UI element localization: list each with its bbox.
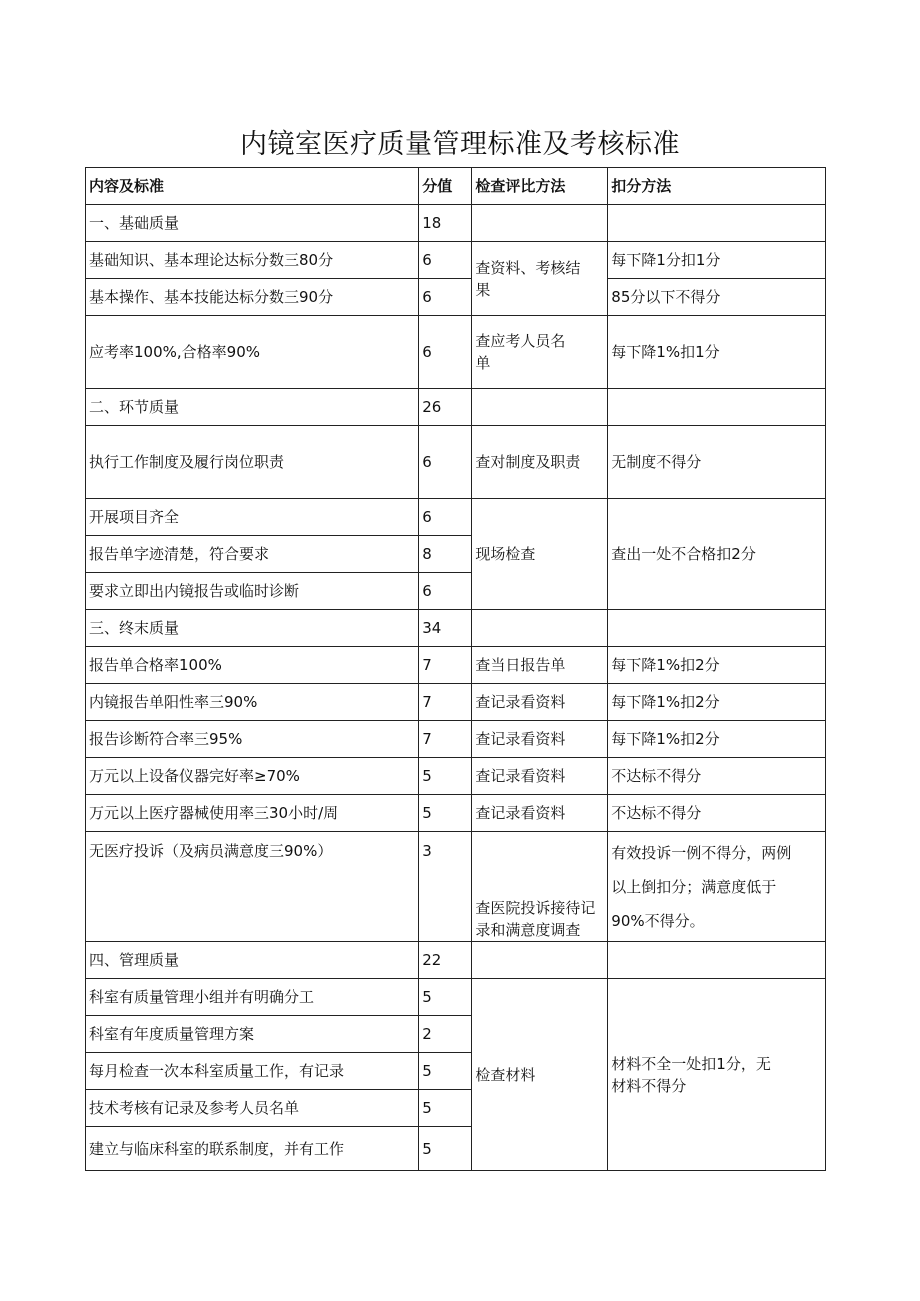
row-deduct: 每下降1%扣2分 bbox=[608, 684, 826, 721]
row-deduct: 不达标不得分 bbox=[608, 758, 826, 795]
method-line: 查医院投诉接待记 bbox=[475, 899, 596, 917]
section-title: 一、基础质量 bbox=[86, 205, 419, 242]
row-content: 万元以上设备仪器完好率≥70% bbox=[86, 758, 419, 795]
row-deduct: 每下降1%扣2分 bbox=[608, 721, 826, 758]
row-deduct: 查出一处不合格扣2分 bbox=[608, 499, 826, 610]
empty-cell bbox=[608, 205, 826, 242]
section-title: 四、管理质量 bbox=[86, 942, 419, 979]
table-row bbox=[86, 979, 826, 1016]
deduct-line: 有效投诉一例不得分，两例 bbox=[611, 843, 792, 862]
row-method: 查记录看资料 bbox=[472, 795, 608, 832]
row-content: 每月检查一次本科室质量工作，有记录 bbox=[86, 1053, 419, 1090]
method-line: 果 bbox=[475, 280, 491, 299]
table-row bbox=[86, 721, 826, 758]
table-row bbox=[86, 279, 826, 316]
row-score: 5 bbox=[419, 979, 472, 1016]
method-line: 录和满意度调查 bbox=[475, 921, 581, 939]
row-deduct: 每下降1%扣1分 bbox=[608, 316, 826, 389]
section-row bbox=[86, 610, 826, 647]
row-method: 检查材料 bbox=[472, 979, 608, 1171]
section-row bbox=[86, 942, 826, 979]
row-score: 5 bbox=[419, 1053, 472, 1090]
row-content: 技术考核有记录及参考人员名单 bbox=[86, 1090, 419, 1127]
row-content: 执行工作制度及履行岗位职责 bbox=[86, 426, 419, 499]
row-method bbox=[472, 832, 608, 942]
section-row bbox=[86, 389, 826, 426]
row-method: 现场检查 bbox=[472, 499, 608, 610]
empty-cell bbox=[608, 942, 826, 979]
table-row bbox=[86, 758, 826, 795]
row-deduct: 不达标不得分 bbox=[608, 795, 826, 832]
header-content: 内容及标准 bbox=[86, 168, 419, 205]
row-score: 6 bbox=[419, 316, 472, 389]
section-score: 18 bbox=[419, 205, 472, 242]
row-content: 开展项目齐全 bbox=[86, 499, 419, 536]
table-header-row bbox=[86, 168, 826, 205]
row-score: 6 bbox=[419, 242, 472, 279]
row-score: 6 bbox=[419, 279, 472, 316]
row-score: 5 bbox=[419, 795, 472, 832]
empty-cell bbox=[472, 205, 608, 242]
header-deduct: 扣分方法 bbox=[608, 168, 826, 205]
section-score: 34 bbox=[419, 610, 472, 647]
row-content: 基本操作、基本技能达标分数三90分 bbox=[86, 279, 419, 316]
row-score: 7 bbox=[419, 721, 472, 758]
deduct-line: 材料不全一处扣1分，无 bbox=[611, 1054, 771, 1073]
empty-cell bbox=[472, 389, 608, 426]
header-score: 分值 bbox=[419, 168, 472, 205]
header-method: 检查评比方法 bbox=[472, 168, 608, 205]
row-content: 内镜报告单阳性率三90% bbox=[86, 684, 419, 721]
row-deduct bbox=[608, 832, 826, 942]
row-method: 查对制度及职责 bbox=[472, 426, 608, 499]
row-score: 8 bbox=[419, 536, 472, 573]
row-deduct: 每下降1分扣1分 bbox=[608, 242, 826, 279]
deduct-line: 90%不得分。 bbox=[611, 911, 705, 930]
row-content: 应考率100%,合格率90% bbox=[86, 316, 419, 389]
row-deduct: 每下降1%扣2分 bbox=[608, 647, 826, 684]
row-method bbox=[472, 316, 608, 389]
row-score: 2 bbox=[419, 1016, 472, 1053]
row-score: 6 bbox=[419, 573, 472, 610]
row-method: 查记录看资料 bbox=[472, 758, 608, 795]
row-method bbox=[472, 242, 608, 316]
table-row bbox=[86, 316, 826, 389]
row-content: 无医疗投诉（及病员满意度三90%） bbox=[86, 832, 419, 942]
table-row bbox=[86, 426, 826, 499]
method-line: 查资料、考核结 bbox=[475, 258, 581, 277]
row-content: 报告单字迹清楚，符合要求 bbox=[86, 536, 419, 573]
row-method: 查记录看资料 bbox=[472, 684, 608, 721]
row-score: 6 bbox=[419, 426, 472, 499]
row-score: 5 bbox=[419, 1090, 472, 1127]
standards-table bbox=[85, 167, 826, 1171]
row-score: 5 bbox=[419, 1127, 472, 1171]
row-deduct: 85分以下不得分 bbox=[608, 279, 826, 316]
table-row bbox=[86, 242, 826, 279]
table-row bbox=[86, 795, 826, 832]
row-method: 查记录看资料 bbox=[472, 721, 608, 758]
row-score: 3 bbox=[419, 832, 472, 942]
section-title: 三、终末质量 bbox=[86, 610, 419, 647]
deduct-line: 材料不得分 bbox=[611, 1076, 687, 1095]
row-content: 科室有质量管理小组并有明确分工 bbox=[86, 979, 419, 1016]
table-row bbox=[86, 684, 826, 721]
empty-cell bbox=[608, 389, 826, 426]
row-content: 报告诊断符合率三95% bbox=[86, 721, 419, 758]
row-content: 科室有年度质量管理方案 bbox=[86, 1016, 419, 1053]
row-content: 万元以上医疗器械使用率三30小时/周 bbox=[86, 795, 419, 832]
section-title: 二、环节质量 bbox=[86, 389, 419, 426]
row-score: 5 bbox=[419, 758, 472, 795]
deduct-line: 以上倒扣分；满意度低于 bbox=[611, 877, 777, 896]
empty-cell bbox=[608, 610, 826, 647]
table-row bbox=[86, 647, 826, 684]
row-deduct: 无制度不得分 bbox=[608, 426, 826, 499]
section-score: 22 bbox=[419, 942, 472, 979]
table-row bbox=[86, 832, 826, 942]
page-title: 内镜室医疗质量管理标准及考核标准 bbox=[240, 129, 680, 160]
table-row bbox=[86, 499, 826, 536]
method-line: 查应考人员名 bbox=[475, 332, 566, 350]
row-content: 建立与临床科室的联系制度，并有工作 bbox=[86, 1127, 419, 1171]
row-content: 基础知识、基本理论达标分数三80分 bbox=[86, 242, 419, 279]
empty-cell bbox=[472, 610, 608, 647]
row-deduct bbox=[608, 979, 826, 1171]
row-content: 要求立即出内镜报告或临时诊断 bbox=[86, 573, 419, 610]
row-score: 7 bbox=[419, 647, 472, 684]
method-line: 单 bbox=[475, 354, 491, 372]
section-score: 26 bbox=[419, 389, 472, 426]
empty-cell bbox=[472, 942, 608, 979]
row-method: 查当日报告单 bbox=[472, 647, 608, 684]
row-score: 7 bbox=[419, 684, 472, 721]
row-score: 6 bbox=[419, 499, 472, 536]
row-content: 报告单合格率100% bbox=[86, 647, 419, 684]
section-row bbox=[86, 205, 826, 242]
